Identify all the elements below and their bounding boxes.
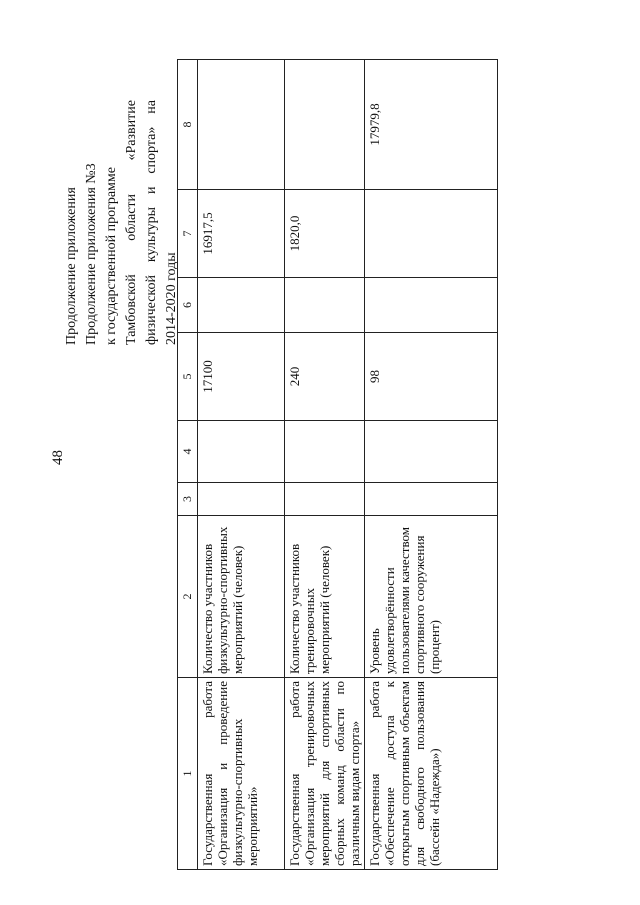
value-cell: 1820,0 <box>285 190 365 278</box>
indicator-cell: Уровень удовлетворённости пользователями качеством спортивного сооружения (процент) <box>365 516 498 678</box>
value-cell <box>198 421 285 483</box>
header-word: «Развитие <box>124 100 139 161</box>
value-cell <box>365 190 498 278</box>
header-word: области <box>124 193 139 241</box>
value-cell <box>198 278 285 333</box>
column-number: 2 <box>178 516 198 678</box>
table-row <box>285 60 365 870</box>
column-number-row <box>178 60 198 870</box>
header-word: физической <box>144 275 159 345</box>
column-number: 1 <box>178 678 198 870</box>
table-row <box>198 60 285 870</box>
header-line: 2014-2020 годы <box>164 252 179 345</box>
header-word: и <box>144 186 159 195</box>
value-cell <box>285 421 365 483</box>
value-cell: 240 <box>285 333 365 421</box>
column-number: 4 <box>178 421 198 483</box>
header-line: к государственной программе <box>104 167 119 345</box>
appendix-header <box>62 100 182 345</box>
value-cell: 17979,8 <box>365 60 498 190</box>
header-word: спорта» <box>144 126 159 174</box>
value-cell: 16917,5 <box>198 190 285 278</box>
work-name-cell: Государственная работа «Организация тренировочных мероприятий для спортивных сборных команд области по различным видам спорта» <box>285 678 365 870</box>
value-cell: 98 <box>365 333 498 421</box>
indicators-table <box>177 59 498 870</box>
work-name-cell: Государственная работа «Организация и проведение физкультурно-спортивных мероприятий» <box>198 678 285 870</box>
value-cell: 17100 <box>198 333 285 421</box>
header-line <box>142 100 162 345</box>
value-cell <box>285 60 365 190</box>
value-cell <box>285 278 365 333</box>
table-row <box>365 60 498 870</box>
column-number: 3 <box>178 483 198 516</box>
value-cell <box>365 278 498 333</box>
indicator-cell: Количество участников тренировочных мероприятий (человек) <box>285 516 365 678</box>
work-name-cell: Государственная работа «Обеспечение доступа к открытым спортивным объектам для свободного пользования (бассейн «Надежда») <box>365 678 498 870</box>
header-word: на <box>144 100 159 114</box>
value-cell <box>198 60 285 190</box>
header-line: Продолжение приложения №3 <box>84 163 99 345</box>
value-cell <box>365 483 498 516</box>
value-cell <box>285 483 365 516</box>
header-line: Продолжение приложения <box>64 187 79 345</box>
page-number: 48 <box>50 450 66 465</box>
indicator-cell: Количество участников физкультурно-спортивных мероприятий (человек) <box>198 516 285 678</box>
column-number: 7 <box>178 190 198 278</box>
column-number: 5 <box>178 333 198 421</box>
header-word: Тамбовской <box>124 274 139 345</box>
value-cell <box>365 421 498 483</box>
column-number: 8 <box>178 60 198 190</box>
column-number: 6 <box>178 278 198 333</box>
header-word: культуры <box>144 206 159 263</box>
header-line <box>122 100 142 345</box>
value-cell <box>198 483 285 516</box>
